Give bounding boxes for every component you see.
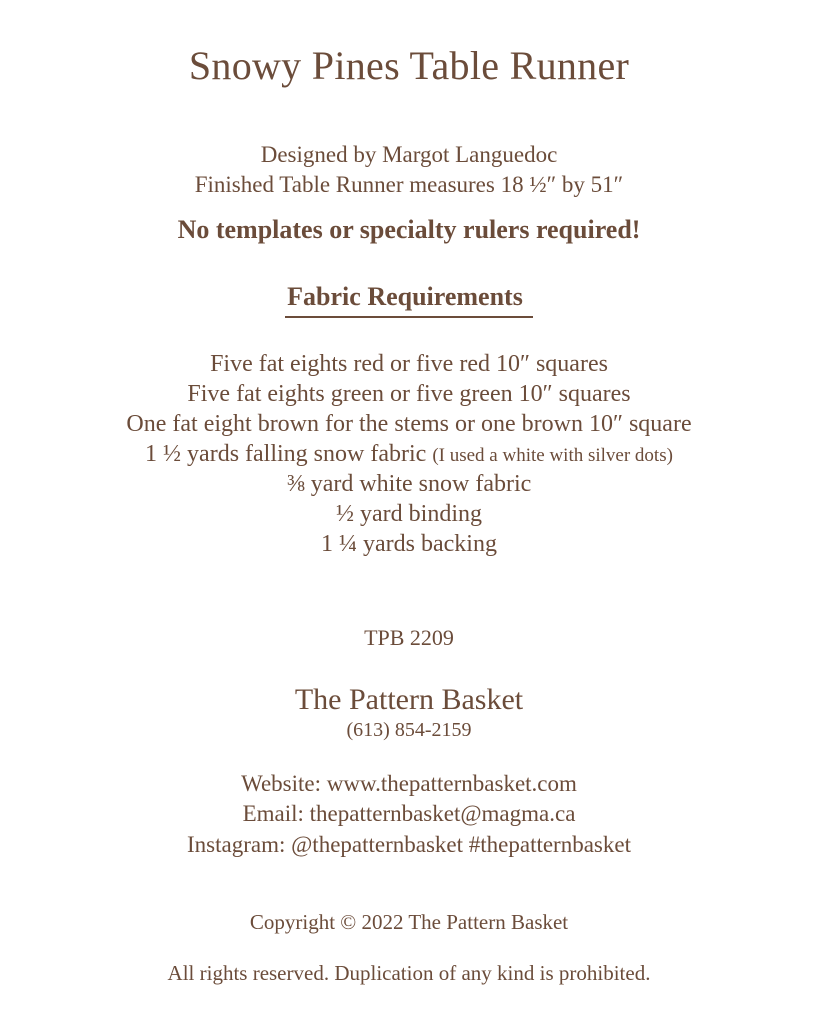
company-email: Email: thepatternbasket@magma.ca — [242, 801, 576, 826]
pattern-code: TPB 2209 — [364, 625, 454, 650]
company-website: Website: www.thepatternbasket.com — [241, 771, 577, 796]
fabric-item-green: Five fat eights green or five green 10″ squares — [187, 381, 631, 407]
company-phone: (613) 854-2159 — [346, 719, 472, 741]
fabric-item-binding: ½ yard binding — [336, 501, 482, 527]
fabric-item-falling-snow — [0, 442, 818, 466]
finished-size: Finished Table Runner measures 18 ½″ by 51″ — [194, 172, 624, 197]
falling-snow-note: (I used a white with silver dots) — [432, 445, 673, 466]
company-name: The Pattern Basket — [294, 683, 524, 716]
no-templates-note: No templates or specialty rulers required! — [177, 215, 641, 244]
fabric-item-red: Five fat eights red or five red 10″ squares — [210, 351, 608, 377]
pattern-title: Snowy Pines Table Runner — [188, 43, 630, 88]
falling-snow-text: 1 ½ yards falling snow fabric — [145, 441, 427, 467]
fabric-requirements-heading — [0, 284, 818, 318]
rights-notice: All rights reserved. Duplication of any kind is prohibited. — [167, 961, 651, 985]
fabric-requirements-heading-text: Fabric Requirements — [285, 284, 533, 318]
fabric-item-brown: One fat eight brown for the stems or one brown 10″ square — [126, 411, 692, 437]
fabric-item-white-snow: ⅜ yard white snow fabric — [286, 471, 532, 497]
copyright-notice: Copyright © 2022 The Pattern Basket — [249, 910, 569, 934]
fabric-item-backing: 1 ¼ yards backing — [321, 531, 497, 557]
designer-credit: Designed by Margot Languedoc — [260, 142, 558, 167]
company-instagram: Instagram: @thepatternbasket #thepatternbasket — [187, 832, 631, 857]
